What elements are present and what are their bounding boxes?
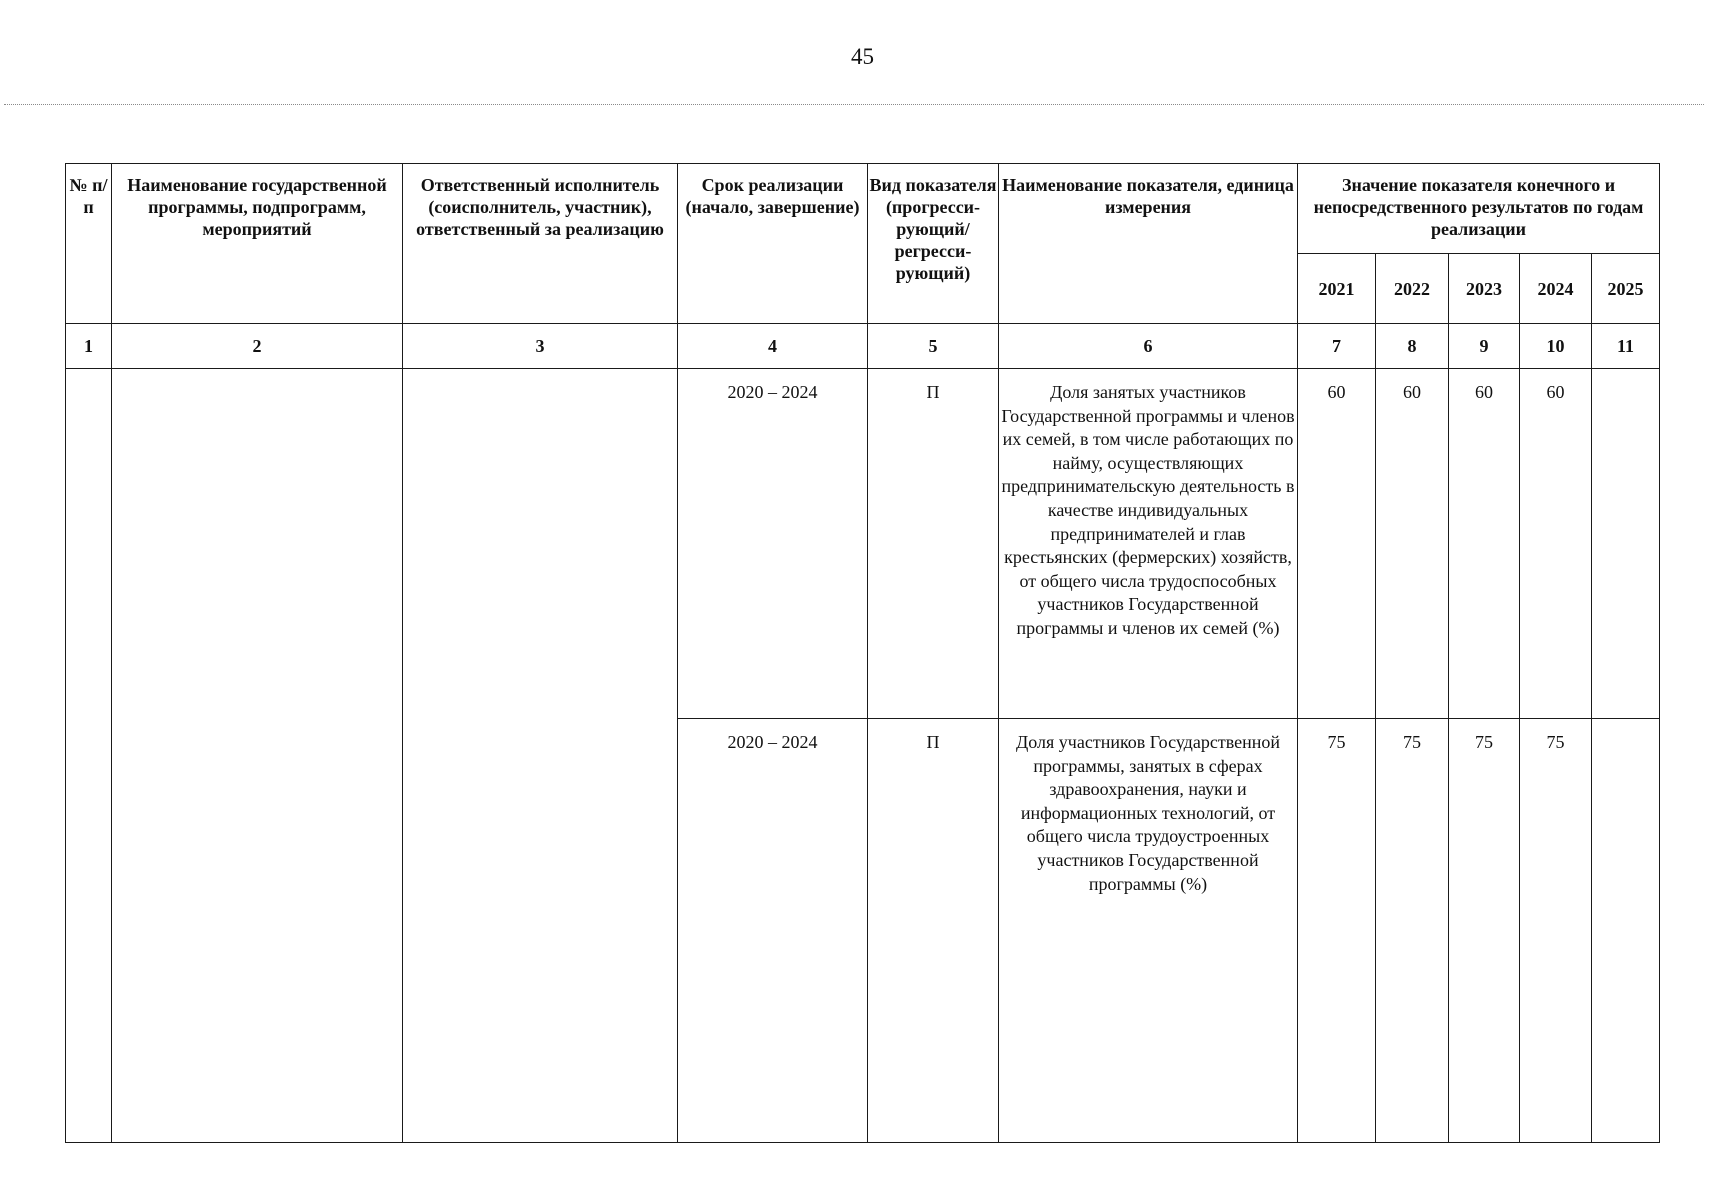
table-row xyxy=(66,369,1660,719)
header-period: Срок реализации (начало, завершение) xyxy=(678,164,868,324)
program-indicators-table xyxy=(65,163,1660,1143)
column-number: 8 xyxy=(1376,324,1449,369)
column-number: 9 xyxy=(1449,324,1520,369)
cell-value-2025 xyxy=(1592,719,1660,1143)
column-number: 1 xyxy=(66,324,112,369)
header-year-2022: 2022 xyxy=(1376,254,1449,324)
cell-value-2022: 60 xyxy=(1376,369,1449,719)
header-indicator-type: Вид показателя (прогресси-рующий/ регресси-рующий) xyxy=(868,164,999,324)
column-number: 10 xyxy=(1520,324,1592,369)
header-year-2023: 2023 xyxy=(1449,254,1520,324)
cell-num-empty xyxy=(66,369,112,1143)
cell-value-2024: 75 xyxy=(1520,719,1592,1143)
cell-period: 2020 – 2024 xyxy=(678,719,868,1143)
header-year-2025: 2025 xyxy=(1592,254,1660,324)
cell-value-2024: 60 xyxy=(1520,369,1592,719)
cell-period: 2020 – 2024 xyxy=(678,369,868,719)
cell-value-2022: 75 xyxy=(1376,719,1449,1143)
cell-program-name-empty xyxy=(112,369,403,1143)
header-row-top xyxy=(66,164,1660,254)
cell-responsible-empty xyxy=(403,369,678,1143)
cell-value-2021: 75 xyxy=(1298,719,1376,1143)
column-number-row xyxy=(66,324,1660,369)
column-number: 3 xyxy=(403,324,678,369)
column-number: 5 xyxy=(868,324,999,369)
column-number: 4 xyxy=(678,324,868,369)
cell-indicator-name: Доля участников Государственной программы, занятых в сферах здравоохранения, науки и информационных технологий, от общего числа трудоустроенных участников Государственной программы (%) xyxy=(999,719,1298,1143)
header-year-2021: 2021 xyxy=(1298,254,1376,324)
column-number: 2 xyxy=(112,324,403,369)
header-responsible: Ответственный исполнитель (соисполнитель, участник), ответственный за реализацию xyxy=(403,164,678,324)
cell-indicator-type: П xyxy=(868,719,999,1143)
cell-value-2021: 60 xyxy=(1298,369,1376,719)
cell-value-2023: 60 xyxy=(1449,369,1520,719)
header-year-2024: 2024 xyxy=(1520,254,1592,324)
header-num: № п/п xyxy=(66,164,112,324)
header-program-name: Наименование государственной программы, подпрограмм, мероприятий xyxy=(112,164,403,324)
cell-value-2025 xyxy=(1592,369,1660,719)
scan-artifact-line xyxy=(4,104,1704,105)
column-number: 11 xyxy=(1592,324,1660,369)
header-indicator-name: Наименование показателя, единица измерения xyxy=(999,164,1298,324)
header-values-group: Значение показателя конечного и непосредственного результатов по годам реализации xyxy=(1298,164,1660,254)
cell-indicator-type: П xyxy=(868,369,999,719)
cell-value-2023: 75 xyxy=(1449,719,1520,1143)
column-number: 7 xyxy=(1298,324,1376,369)
column-number: 6 xyxy=(999,324,1298,369)
cell-indicator-name: Доля занятых участников Государственной программы и членов их семей, в том числе работающих по найму, осуществляющих предпринимательскую деятельность в качестве индивидуальных предпринимателей и глав крестьянских (фермерских) хозяйств, от общего числа трудоспособных участников Государственной программы и членов их семей (%) xyxy=(999,369,1298,719)
page-number: 45 xyxy=(851,44,874,69)
